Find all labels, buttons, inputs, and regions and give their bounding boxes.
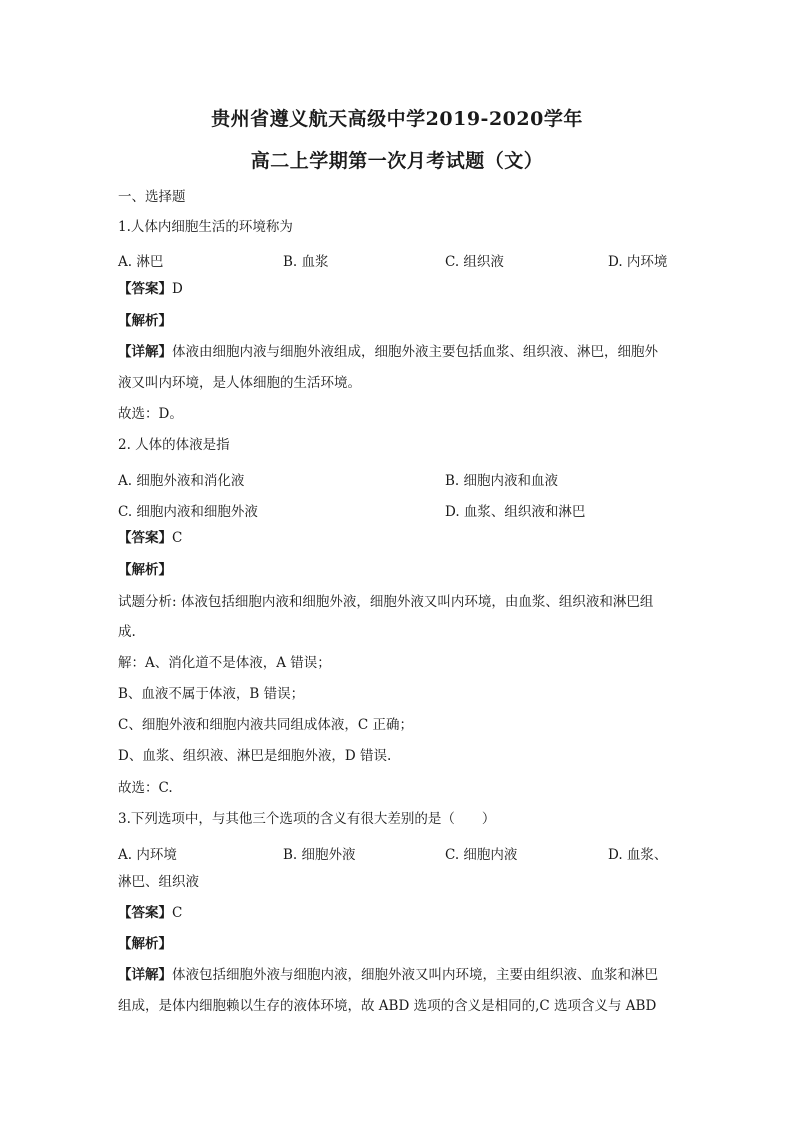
question-3-option-b: B. 细胞外液 [283, 847, 356, 863]
detail-label: 【详解】 [118, 344, 172, 360]
question-3-analysis-label: 【解析】 [118, 936, 172, 952]
answer-label: 【答案】 [118, 905, 172, 921]
answer-label: 【答案】 [118, 281, 172, 297]
question-3-detail-line-2: 组成，是体内细胞赖以生存的液体环境，故 ABD 选项的含义是相同的,C 选项含义与 ABD [118, 998, 657, 1014]
question-1-detail-line-2: 液又叫内环境，是人体细胞的生活环境。 [118, 375, 361, 391]
question-2-stem: 2. 人体的体液是指 [118, 437, 230, 453]
question-3-option-d: D. 血浆、 [608, 847, 668, 863]
question-1-detail-line-1 [118, 344, 678, 361]
question-2-solve-line-3: C、细胞外液和细胞内液共同组成体液，C 正确； [118, 717, 413, 733]
document-title-line-1: 贵州省遵义航天高级中学2019-2020学年 [211, 108, 583, 130]
question-2-conclusion: 故选：C. [118, 780, 173, 796]
question-1-answer [118, 281, 678, 298]
question-1-stem: 1.人体内细胞生活的环境称为 [118, 219, 293, 235]
question-1-conclusion: 故选：D。 [118, 406, 183, 422]
document-title-line-2: 高二上学期第一次月考试题（文） [250, 150, 544, 172]
question-1-option-a: A. 淋巴 [118, 254, 164, 270]
question-2-analysis-line-2: 成. [118, 624, 136, 640]
question-1-option-b: B. 血浆 [283, 254, 329, 270]
answer-value: C [172, 530, 183, 546]
question-2-answer [118, 530, 678, 547]
question-2-solve-line-4: D、血浆、组织液、淋巴是细胞外液，D 错误. [118, 748, 392, 764]
question-3-answer [118, 905, 678, 922]
detail-label: 【详解】 [118, 967, 172, 983]
question-3-option-d-continued: 淋巴、组织液 [118, 874, 199, 890]
question-2-analysis-label: 【解析】 [118, 562, 172, 578]
question-2-solve-line-1: 解：A、消化道不是体液，A 错误； [118, 655, 331, 671]
question-3-stem: 3.下列选项中，与其他三个选项的含义有很大差别的是（ ） [118, 811, 496, 827]
detail-text: 体液包括细胞外液与细胞内液，细胞外液又叫内环境，主要由组织液、血浆和淋巴 [172, 967, 658, 983]
question-1-option-d: D. 内环境 [608, 254, 668, 270]
question-1-option-c: C. 组织液 [445, 254, 504, 270]
question-1-analysis-label: 【解析】 [118, 313, 172, 329]
section-heading: 一、选择题 [118, 189, 186, 205]
question-2-analysis-line-1: 试题分析: 体液包括细胞内液和细胞外液，细胞外液又叫内环境，由血浆、组织液和淋巴组 [118, 594, 654, 610]
answer-label: 【答案】 [118, 530, 172, 546]
question-3-option-a: A. 内环境 [118, 847, 177, 863]
question-2-option-a: A. 细胞外液和消化液 [118, 473, 245, 489]
answer-value: D [172, 281, 183, 297]
question-2-option-d: D. 血浆、组织液和淋巴 [445, 504, 586, 520]
question-3-option-c: C. 细胞内液 [445, 847, 518, 863]
question-3-detail-line-1 [118, 967, 678, 984]
detail-text: 体液由细胞内液与细胞外液组成，细胞外液主要包括血浆、组织液、淋巴，细胞外 [172, 344, 658, 360]
question-2-option-b: B. 细胞内液和血液 [445, 473, 559, 489]
question-2-solve-line-2: B、血液不属于体液，B 错误； [118, 686, 305, 702]
question-2-option-c: C. 细胞内液和细胞外液 [118, 504, 258, 520]
answer-value: C [172, 905, 183, 921]
